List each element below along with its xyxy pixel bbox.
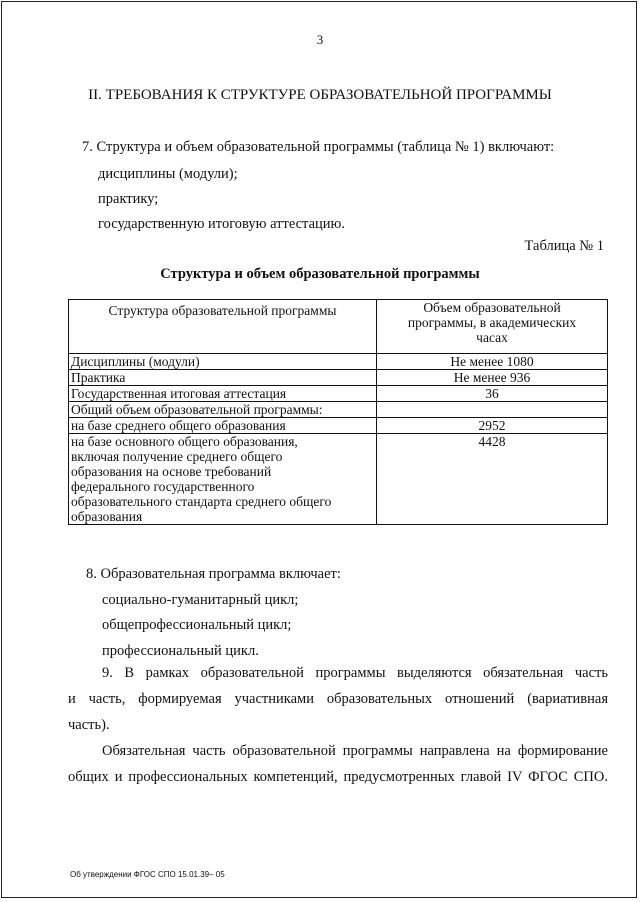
row-label: Общий объем образовательной программы:	[69, 402, 377, 418]
footer-note: Об утверждении ФГОС СПО 15.01.39– 05	[70, 870, 225, 879]
paragraph-line: Обязательная часть образовательной программы направлена на формирование	[102, 743, 608, 759]
row-label-line: включая получение среднего общего	[71, 449, 283, 464]
row-value: 4428	[377, 434, 608, 525]
document-page	[1, 1, 637, 898]
row-value: 36	[377, 386, 608, 402]
row-value: 2952	[377, 418, 608, 434]
header-volume-line: часах	[476, 330, 508, 345]
item-7-list-item: государственную итоговую аттестацию.	[98, 216, 345, 232]
item-9-line: и часть, формируемая участниками образовательных отношений (вариативная	[68, 691, 608, 707]
table-row	[69, 354, 608, 370]
header-structure-cell: Структура образовательной программы	[69, 300, 377, 354]
paragraph-line: общих и профессиональных компетенций, предусмотренных главой IV ФГОС СПО.	[68, 769, 608, 785]
row-value: Не менее 1080	[377, 354, 608, 370]
item-8-list-item: общепрофессиональный цикл;	[102, 617, 292, 633]
row-label-line: образования	[71, 509, 143, 524]
program-structure-table	[68, 299, 608, 525]
row-label-line: образования на основе требований	[71, 464, 272, 479]
row-label: Практика	[69, 370, 377, 386]
row-label: Дисциплины (модули)	[69, 354, 377, 370]
header-volume-line: программы, в академических	[407, 315, 577, 330]
item-9-line: часть).	[68, 717, 110, 733]
item-7-text: 7. Структура и объем образовательной программы (таблица № 1) включают:	[82, 139, 555, 155]
item-8-text: 8. Образовательная программа включает:	[86, 566, 341, 582]
item-8-list-item: профессиональный цикл.	[102, 643, 259, 659]
table-header-row	[69, 300, 608, 354]
row-label-line: на базе основного общего образования,	[71, 434, 298, 449]
table-row	[69, 402, 608, 418]
item-7-list-item: практику;	[98, 191, 159, 207]
item-8-list-item: социально-гуманитарный цикл;	[102, 592, 299, 608]
item-9-line: 9. В рамках образовательной программы выделяются обязательная часть	[102, 665, 608, 681]
row-label: Государственная итоговая аттестация	[69, 386, 377, 402]
header-volume-cell	[377, 300, 608, 354]
section-heading: II. ТРЕБОВАНИЯ К СТРУКТУРЕ ОБРАЗОВАТЕЛЬНОЙ ПРОГРАММЫ	[88, 87, 552, 103]
row-value	[377, 402, 608, 418]
table-title: Структура и объем образовательной программы	[160, 266, 480, 282]
row-label: на базе среднего общего образования	[69, 418, 377, 434]
header-volume-line: Объем образовательной	[423, 300, 561, 315]
page-number: 3	[316, 32, 324, 47]
row-label-line: федерального государственного	[71, 479, 255, 494]
table-row	[69, 434, 608, 525]
table-row	[69, 370, 608, 386]
table-row	[69, 386, 608, 402]
row-value: Не менее 936	[377, 370, 608, 386]
table-number-label: Таблица № 1	[524, 238, 604, 254]
row-label	[69, 434, 377, 525]
row-label-line: образовательного стандарта среднего общего	[71, 494, 332, 509]
table-row	[69, 418, 608, 434]
item-7-list-item: дисциплины (модули);	[98, 166, 238, 182]
